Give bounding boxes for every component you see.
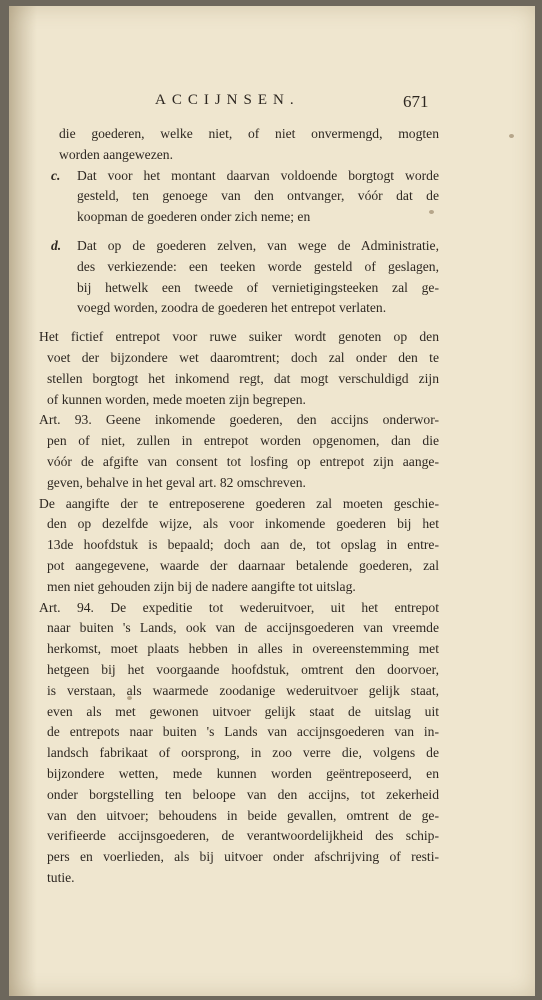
text-line: des verkiezende: een teeken worde gesteld of geslagen, xyxy=(77,258,439,274)
paragraph-aangifte xyxy=(39,494,439,598)
text-line: Dat voor het montant daarvan voldoende borgtogt worde xyxy=(77,167,439,183)
item-marker: d. xyxy=(51,237,62,253)
text-line: tutie. xyxy=(47,869,75,885)
text-line: pot aangegevene, waarde der daarnaar betalende goederen, zal xyxy=(47,557,439,573)
text-line: bijzondere wetten, mede kunnen worden geëntreposeerd, en xyxy=(47,765,439,781)
text-line: onder borgstelling ten beloope van den accijns, tot zekerheid xyxy=(47,786,439,802)
text-line: Art. 94. De expeditie tot wederuitvoer, uit het entrepot xyxy=(39,599,439,615)
text-line: stellen borgtogt het inkomend regt, dat mogt verschuldigd zijn xyxy=(47,370,439,386)
text-line: hetgeen bij het voorgaande hoofdstuk, omtrent den doorvoer, xyxy=(47,661,439,677)
text-line: koopman de goederen onder zich neme; en xyxy=(77,209,311,225)
text-line: voegd worden, zoodra de goederen het entrepot verlaten. xyxy=(77,300,387,316)
text-line: pers en voerlieden, als bij uitvoer onder afschrijving of resti- xyxy=(47,849,439,865)
text-line: men niet gehouden zijn bij de nadere aangifte tot uitslag. xyxy=(47,578,356,594)
article-93 xyxy=(39,410,439,493)
text-line: De aangifte der te entreposerene goederen zal moeten geschie- xyxy=(39,495,439,511)
text-line: Art. 93. Geene inkomende goederen, den accijns onderwor- xyxy=(39,412,439,428)
text-line: die goederen, welke niet, of niet onvermengd, mogten xyxy=(59,126,439,141)
paper-blemish xyxy=(509,134,514,138)
text-line: voet der bijzondere wet daaromtrent; doch zal onder den te xyxy=(47,349,439,365)
text-line: den op dezelfde wijze, als voor inkomende goederen bij het xyxy=(47,516,439,532)
text-line: even als met gewonen uitvoer gelijk staat de uitslag uit xyxy=(47,703,439,719)
gutter-shadow xyxy=(9,6,37,996)
text-line: gesteld, ten genoege van den ontvanger, vóór dat de xyxy=(77,188,439,204)
text-line: geven, behalve in het geval art. 82 omschreven. xyxy=(47,474,306,490)
text-line: is verstaan, als waarmede zoodanige wederuitvoer gelijk staat, xyxy=(47,682,439,698)
text-line: bij hetwelk een tweede of vernietigingsteeken zal ge- xyxy=(77,279,439,295)
continuation-text xyxy=(39,124,439,166)
text-line: worden aangewezen. xyxy=(59,146,173,162)
text-line: Het fictief entrepot voor ruwe suiker wordt genoten op den xyxy=(39,329,439,345)
item-marker: c. xyxy=(51,167,61,183)
text-line: pen of niet, zullen in entrepot worden opgenomen, dan die xyxy=(47,433,439,449)
paragraph-fictief-entrepot xyxy=(39,327,439,410)
book-page xyxy=(9,6,535,996)
text-line: verifieerde accijnsgoederen, de verantwoordelijkheid des schip- xyxy=(47,828,439,844)
text-line: vóór de afgifte van consent tot losfing op entrepot zijn aange- xyxy=(47,453,439,469)
text-line: herkomst, moet plaats hebben in alles in overeenstemming met xyxy=(47,641,439,657)
running-title: ACCIJNSEN. xyxy=(155,92,300,108)
list-item-d xyxy=(39,236,439,319)
page-body xyxy=(39,124,439,889)
text-line: naar buiten 's Lands, ook van de accijnsgoederen van vreemde xyxy=(47,620,439,636)
article-94 xyxy=(39,598,439,889)
page-number: 671 xyxy=(403,92,429,111)
list-item-c xyxy=(39,166,439,228)
text-line: landsch fabrikaat of oorsprong, in zoo verre die, volgens de xyxy=(47,745,439,761)
page-header xyxy=(9,92,535,112)
text-line: de entrepots naar buiten 's Lands van accijnsgoederen van in- xyxy=(47,724,439,740)
text-line: Dat op de goederen zelven, van wege de Administratie, xyxy=(77,237,439,253)
text-line: van den uitvoer; behoudens in beide gevallen, omtrent de ge- xyxy=(47,807,439,823)
text-line: of kunnen worden, mede moeten zijn begrepen. xyxy=(47,391,306,407)
text-line: 13de hoofdstuk is bepaald; doch aan de, tot opslag in entre- xyxy=(47,537,439,553)
